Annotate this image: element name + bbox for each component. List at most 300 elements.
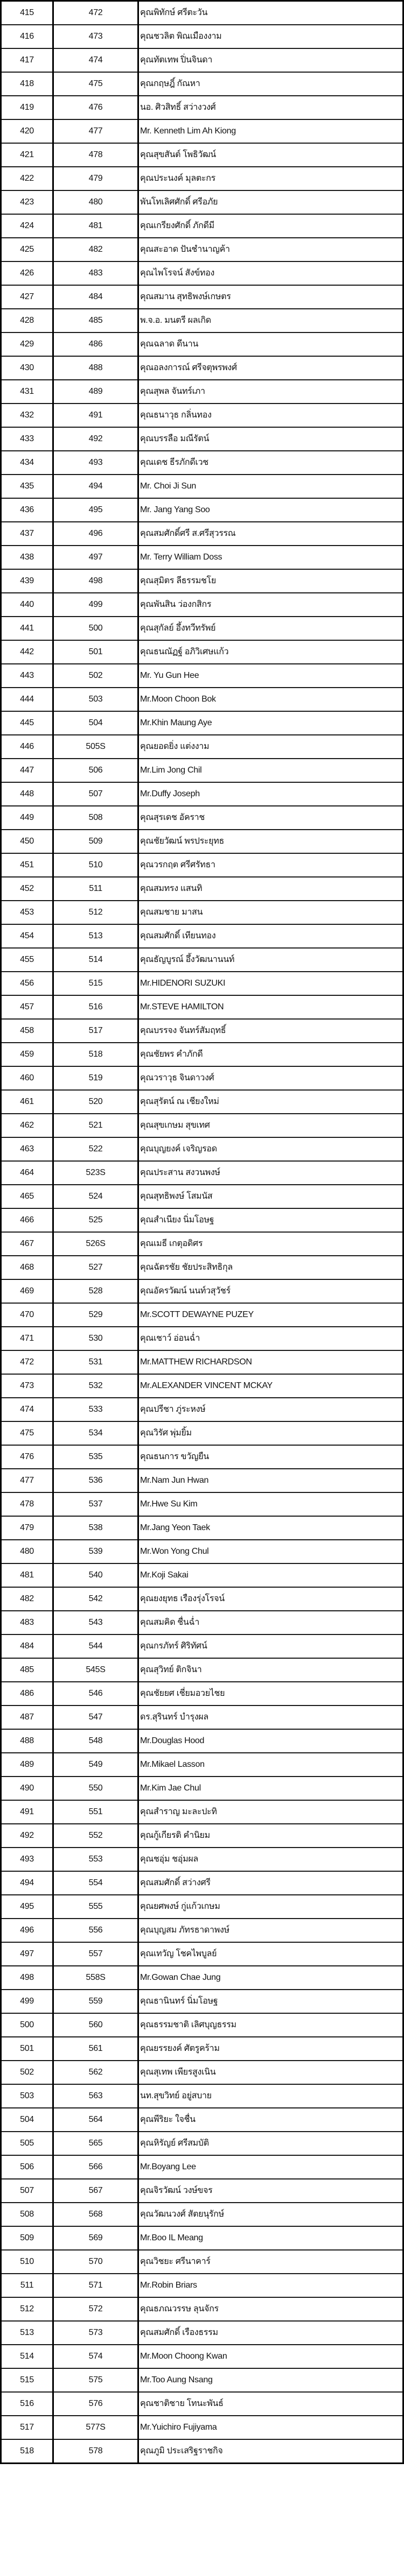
table-row [1,2061,403,2084]
row-number-cell: 442 [1,640,53,664]
member-name-cell: ดร.สุรินทร์ บำรุงผล [138,1705,403,1729]
member-name-cell: คุณยงยุทธ เรืองรุ่งโรจน์ [138,1587,403,1611]
table-row [1,1942,403,1966]
member-id-cell: 489 [53,380,138,404]
table-row [1,475,403,498]
member-name-cell: คุณชวลิต พิณเมืองงาม [138,25,403,48]
member-id-cell: 509 [53,830,138,853]
member-name-cell: คุณสุรัตน์ ณ เชียงใหม่ [138,1090,403,1114]
member-id-cell: 515 [53,972,138,995]
row-number-cell: 455 [1,948,53,972]
member-name-cell: คุณสมศักดิ์ศรี ส.ศรีสุวรรณ [138,522,403,546]
member-id-cell: 510 [53,853,138,877]
row-number-cell: 512 [1,2297,53,2321]
member-id-cell: 563 [53,2084,138,2108]
member-id-cell: 519 [53,1066,138,1090]
row-number-cell: 474 [1,1398,53,1421]
row-number-cell: 457 [1,995,53,1019]
row-number-cell: 480 [1,1540,53,1563]
table-row [1,1682,403,1705]
member-name-cell: คุณสมคิด ชื่นฉ่ำ [138,1611,403,1634]
row-number-cell: 450 [1,830,53,853]
table-row [1,1966,403,1990]
member-id-cell: 476 [53,96,138,119]
member-name-cell: คุณสุวิทย์ ติกจินา [138,1658,403,1682]
table-row [1,498,403,522]
member-name-cell: คุณเชาว์ อ่อนฉ่ำ [138,1327,403,1350]
member-name-cell: คุณสมาน สุทธิพงษ์เกษตร [138,285,403,309]
member-id-cell: 517 [53,1019,138,1043]
row-number-cell: 514 [1,2345,53,2368]
table-row [1,1279,403,1303]
row-number-cell: 498 [1,1966,53,1990]
row-number-cell: 505 [1,2132,53,2155]
row-number-cell: 436 [1,498,53,522]
table-row [1,2037,403,2061]
table-row [1,924,403,948]
row-number-cell: 438 [1,546,53,569]
member-id-cell: 539 [53,1540,138,1563]
member-name-cell: คุณอัครวัฒน์ นนท์วสุวัชร์ [138,1279,403,1303]
member-name-cell: Mr.MATTHEW RICHARDSON [138,1350,403,1374]
member-id-cell: 478 [53,143,138,167]
member-name-cell: Mr.Boyang Lee [138,2155,403,2179]
row-number-cell: 477 [1,1469,53,1492]
table-row [1,1848,403,1871]
member-id-cell: 574 [53,2345,138,2368]
member-name-cell: คุณชาติชาย โทนะพันธ์ [138,2392,403,2416]
member-id-cell: 502 [53,664,138,688]
member-id-cell: 497 [53,546,138,569]
row-number-cell: 507 [1,2179,53,2203]
row-number-cell: 509 [1,2226,53,2250]
member-id-cell: 486 [53,332,138,356]
table-row [1,1753,403,1777]
table-row [1,238,403,261]
member-name-cell: คุณไพโรจน์ สังข์ทอง [138,261,403,285]
member-name-cell: Mr.Lim Jong Chil [138,759,403,782]
member-id-cell: 542 [53,1587,138,1611]
row-number-cell: 518 [1,2439,53,2464]
member-name-cell: คุณวรกฤต ศรีศรัทธา [138,853,403,877]
table-row [1,96,403,119]
table-row [1,1611,403,1634]
table-row [1,1303,403,1327]
row-number-cell: 482 [1,1587,53,1611]
table-row [1,1492,403,1516]
member-name-cell: คุณสุเทพ เพียรสูงเนิน [138,2061,403,2084]
table-row [1,1634,403,1658]
row-number-cell: 499 [1,1990,53,2013]
member-name-cell: คุณสมศักดิ์ เรืองธรรม [138,2321,403,2345]
member-id-cell: 518 [53,1043,138,1066]
member-name-cell: Mr.Koji Sakai [138,1563,403,1587]
member-name-cell: นท.สุขวิทย์ อยู่สบาย [138,2084,403,2108]
table-row [1,214,403,238]
table-row [1,782,403,806]
row-number-cell: 470 [1,1303,53,1327]
member-name-cell: Mr.Khin Maung Aye [138,711,403,735]
row-number-cell: 423 [1,190,53,214]
member-name-cell: Mr.Moon Choon Bok [138,688,403,711]
table-row [1,119,403,143]
row-number-cell: 501 [1,2037,53,2061]
member-id-cell: 535 [53,1445,138,1469]
row-number-cell: 428 [1,309,53,332]
row-number-cell: 443 [1,664,53,688]
member-name-cell: คุณพีริยะ ใจชื่น [138,2108,403,2132]
member-id-cell: 472 [53,1,138,25]
row-number-cell: 460 [1,1066,53,1090]
row-number-cell: 469 [1,1279,53,1303]
member-id-cell: 520 [53,1090,138,1114]
table-row [1,261,403,285]
member-id-cell: 554 [53,1871,138,1895]
table-row [1,25,403,48]
table-row [1,1587,403,1611]
member-id-cell: 558S [53,1966,138,1990]
table-row [1,2439,403,2464]
member-id-cell: 555 [53,1895,138,1919]
member-id-cell: 578 [53,2439,138,2464]
row-number-cell: 418 [1,72,53,96]
member-name-cell: Mr.Nam Jun Hwan [138,1469,403,1492]
member-id-cell: 531 [53,1350,138,1374]
table-row [1,1919,403,1942]
member-id-cell: 577S [53,2416,138,2439]
row-number-cell: 417 [1,48,53,72]
member-name-cell: Mr.ALEXANDER VINCENT MCKAY [138,1374,403,1398]
row-number-cell: 481 [1,1563,53,1587]
table-row [1,72,403,96]
member-name-cell: Mr.SCOTT DEWAYNE PUZEY [138,1303,403,1327]
member-name-cell: คุณชอุ่ม ชอุ่มผล [138,1848,403,1871]
member-id-cell: 505S [53,735,138,759]
table-row [1,167,403,190]
member-name-cell: Mr. Choi Ji Sun [138,475,403,498]
member-id-cell: 492 [53,427,138,451]
row-number-cell: 451 [1,853,53,877]
table-row [1,948,403,972]
table-row [1,451,403,475]
row-number-cell: 461 [1,1090,53,1114]
member-id-cell: 513 [53,924,138,948]
table-row [1,853,403,877]
row-number-cell: 495 [1,1895,53,1919]
table-row [1,1729,403,1753]
table-row [1,1137,403,1161]
row-number-cell: 490 [1,1777,53,1800]
table-row [1,688,403,711]
table-row [1,2297,403,2321]
row-number-cell: 421 [1,143,53,167]
row-number-cell: 485 [1,1658,53,1682]
member-name-cell: Mr. Jang Yang Soo [138,498,403,522]
table-row [1,1185,403,1208]
member-id-cell: 549 [53,1753,138,1777]
member-id-cell: 501 [53,640,138,664]
member-id-cell: 557 [53,1942,138,1966]
member-id-cell: 481 [53,214,138,238]
member-id-cell: 537 [53,1492,138,1516]
member-id-cell: 494 [53,475,138,498]
table-row [1,1114,403,1137]
row-number-cell: 487 [1,1705,53,1729]
member-name-cell: Mr.HIDENORI SUZUKI [138,972,403,995]
member-id-cell: 473 [53,25,138,48]
member-name-cell: คุณสมศักดิ์ สว่างศรี [138,1871,403,1895]
member-id-cell: 530 [53,1327,138,1350]
table-row [1,1563,403,1587]
member-id-cell: 538 [53,1516,138,1540]
member-name-cell: Mr.Too Aung Nsang [138,2368,403,2392]
table-row [1,1232,403,1256]
member-name-cell: Mr. Yu Gun Hee [138,664,403,688]
table-row [1,1019,403,1043]
row-number-cell: 484 [1,1634,53,1658]
member-name-cell: คุณชัยพร คำภักดี [138,1043,403,1066]
member-name-cell: คุณสำราญ มะละปะทิ [138,1800,403,1824]
table-row [1,972,403,995]
table-row [1,1066,403,1090]
member-id-cell: 482 [53,238,138,261]
table-row [1,569,403,593]
table-row [1,2416,403,2439]
table-row [1,2250,403,2274]
member-name-cell: คุณวิรัศ พุ่มยิ้ม [138,1421,403,1445]
member-id-cell: 576 [53,2392,138,2416]
member-name-cell: นอ. ศิวสิทธิ์ สว่างวงศ์ [138,96,403,119]
row-number-cell: 447 [1,759,53,782]
table-row [1,806,403,830]
member-id-cell: 475 [53,72,138,96]
member-id-cell: 568 [53,2203,138,2226]
member-id-cell: 499 [53,593,138,617]
member-name-cell: Mr.Duffy Joseph [138,782,403,806]
table-row [1,2203,403,2226]
member-name-cell: Mr.Moon Choong Kwan [138,2345,403,2368]
table-row [1,1824,403,1848]
member-name-cell: Mr. Terry William Doss [138,546,403,569]
table-row [1,2013,403,2037]
member-id-cell: 564 [53,2108,138,2132]
row-number-cell: 434 [1,451,53,475]
member-id-cell: 565 [53,2132,138,2155]
member-id-cell: 474 [53,48,138,72]
member-name-cell: คุณสุขเกษม สุขเทศ [138,1114,403,1137]
member-id-cell: 495 [53,498,138,522]
member-name-cell: คุณสุพล จันทร์เภา [138,380,403,404]
member-id-cell: 527 [53,1256,138,1279]
member-id-cell: 536 [53,1469,138,1492]
member-name-cell: คุณวัฒนวงศ์ สัตยนุรักษ์ [138,2203,403,2226]
table-row [1,356,403,380]
row-number-cell: 500 [1,2013,53,2037]
member-id-cell: 556 [53,1919,138,1942]
row-number-cell: 506 [1,2155,53,2179]
table-row [1,1658,403,1682]
row-number-cell: 508 [1,2203,53,2226]
member-name-cell: คุณสมทรง แสนทิ [138,877,403,901]
member-name-cell: คุณเทวัญ โชคไพบูลย์ [138,1942,403,1966]
member-name-cell: คุณสุกัลย์ อึ้งทวีทรัพย์ [138,617,403,640]
row-number-cell: 429 [1,332,53,356]
row-number-cell: 503 [1,2084,53,2108]
table-row [1,664,403,688]
table-row [1,427,403,451]
row-number-cell: 437 [1,522,53,546]
row-number-cell: 467 [1,1232,53,1256]
table-row [1,901,403,924]
row-number-cell: 510 [1,2250,53,2274]
member-id-cell: 498 [53,569,138,593]
table-row [1,309,403,332]
member-name-cell: คุณฉลาด ดีนาน [138,332,403,356]
row-number-cell: 471 [1,1327,53,1350]
member-name-cell: Mr.Mikael Lasson [138,1753,403,1777]
member-name-cell: Mr.Yuichiro Fujiyama [138,2416,403,2439]
member-name-cell: คุณสุทธิพงษ์ โสมนัส [138,1185,403,1208]
member-id-cell: 477 [53,119,138,143]
member-name-cell: คุณจิรวัฒน์ วงษ์ขจร [138,2179,403,2203]
member-name-cell: คุณสมศักดิ์ เทียนทอง [138,924,403,948]
member-id-cell: 524 [53,1185,138,1208]
member-name-cell: Mr. Kenneth Lim Ah Kiong [138,119,403,143]
row-number-cell: 424 [1,214,53,238]
member-id-cell: 529 [53,1303,138,1327]
member-name-cell: Mr.Robin Briars [138,2274,403,2297]
member-id-cell: 504 [53,711,138,735]
row-number-cell: 462 [1,1114,53,1137]
member-name-cell: Mr.STEVE HAMILTON [138,995,403,1019]
row-number-cell: 468 [1,1256,53,1279]
table-row [1,380,403,404]
member-name-cell: คุณกรภัทร์ ศิริทัศน์ [138,1634,403,1658]
row-number-cell: 479 [1,1516,53,1540]
member-name-cell: Mr.Boo IL Meang [138,2226,403,2250]
member-id-cell: 575 [53,2368,138,2392]
member-name-cell: พ.จ.อ. มนตรี ผลเกิด [138,309,403,332]
member-name-cell: คุณธรรมชาติ เลิศบุญธรรม [138,2013,403,2037]
row-number-cell: 496 [1,1919,53,1942]
row-number-cell: 517 [1,2416,53,2439]
member-id-cell: 500 [53,617,138,640]
member-name-cell: Mr.Gowan Chae Jung [138,1966,403,1990]
table-row [1,2392,403,2416]
table-row [1,2084,403,2108]
row-number-cell: 416 [1,25,53,48]
table-row [1,2321,403,2345]
row-number-cell: 464 [1,1161,53,1185]
table-row [1,1871,403,1895]
member-id-cell: 484 [53,285,138,309]
member-name-cell: คุณเมธี เกตุอดิศร [138,1232,403,1256]
member-name-cell: คุณเดช ธีรภักดีเวช [138,451,403,475]
table-row [1,546,403,569]
table-row [1,759,403,782]
member-id-cell: 483 [53,261,138,285]
member-name-cell: คุณชัยวัฒน์ พรประยุทธ [138,830,403,853]
member-id-cell: 540 [53,1563,138,1587]
table-row [1,877,403,901]
table-row [1,711,403,735]
table-row [1,190,403,214]
member-name-cell: คุณบรรจง จันทร์สัมฤทธิ์ [138,1019,403,1043]
member-id-cell: 569 [53,2226,138,2250]
member-name-cell: คุณทัตเทพ ปิ่นจินดา [138,48,403,72]
table-row [1,617,403,640]
member-id-cell: 479 [53,167,138,190]
member-id-cell: 552 [53,1824,138,1848]
member-name-cell: คุณฉัตรชัย ชัยประสิทธิกุล [138,1256,403,1279]
member-name-cell: คุณหิรัญย์ ศรีสมบัติ [138,2132,403,2155]
member-id-cell: 503 [53,688,138,711]
table-row [1,1327,403,1350]
table-row [1,2132,403,2155]
row-number-cell: 489 [1,1753,53,1777]
member-id-cell: 532 [53,1374,138,1398]
member-name-cell: Mr.Jang Yeon Taek [138,1516,403,1540]
row-number-cell: 426 [1,261,53,285]
row-number-cell: 483 [1,1611,53,1634]
member-name-cell: คุณกฤษฎิ์ กัณหา [138,72,403,96]
row-number-cell: 459 [1,1043,53,1066]
row-number-cell: 445 [1,711,53,735]
table-row [1,1374,403,1398]
member-id-cell: 516 [53,995,138,1019]
row-number-cell: 475 [1,1421,53,1445]
member-name-cell: คุณพิทักษ์ ศรีตะวัน [138,1,403,25]
table-row [1,830,403,853]
member-name-cell: คุณประนงค์ มุลตะกร [138,167,403,190]
member-id-cell: 562 [53,2061,138,2084]
table-row [1,1350,403,1374]
member-name-cell: คุณบรรลือ มณีรัตน์ [138,427,403,451]
member-name-cell: คุณธภณวรรษ ลุนจักร [138,2297,403,2321]
member-name-cell: คุณสุขสันต์ โพธิวัฒน์ [138,143,403,167]
member-name-cell: คุณธัญบูรณ์ อึ้งวัฒนานนท์ [138,948,403,972]
table-row [1,285,403,309]
member-id-cell: 485 [53,309,138,332]
table-row [1,1,403,25]
table-row [1,1256,403,1279]
member-name-cell: คุณสุมิตร ลีธรรมชโย [138,569,403,593]
row-number-cell: 463 [1,1137,53,1161]
member-id-cell: 506 [53,759,138,782]
member-name-cell: Mr.Won Yong Chul [138,1540,403,1563]
row-number-cell: 502 [1,2061,53,2084]
member-id-cell: 559 [53,1990,138,2013]
member-name-cell: คุณบุญยงค์ เจริญรอด [138,1137,403,1161]
row-number-cell: 488 [1,1729,53,1753]
table-row [1,2345,403,2368]
member-name-cell: คุณเกรียงศักดิ์ ภักดีมี [138,214,403,238]
table-row [1,1090,403,1114]
table-row [1,2108,403,2132]
member-id-cell: 508 [53,806,138,830]
table-row [1,1398,403,1421]
row-number-cell: 515 [1,2368,53,2392]
row-number-cell: 456 [1,972,53,995]
row-number-cell: 431 [1,380,53,404]
member-id-cell: 507 [53,782,138,806]
table-row [1,640,403,664]
member-name-cell: คุณธนการ ขวัญยืน [138,1445,403,1469]
table-row [1,1516,403,1540]
table-row [1,332,403,356]
member-id-cell: 533 [53,1398,138,1421]
member-id-cell: 551 [53,1800,138,1824]
